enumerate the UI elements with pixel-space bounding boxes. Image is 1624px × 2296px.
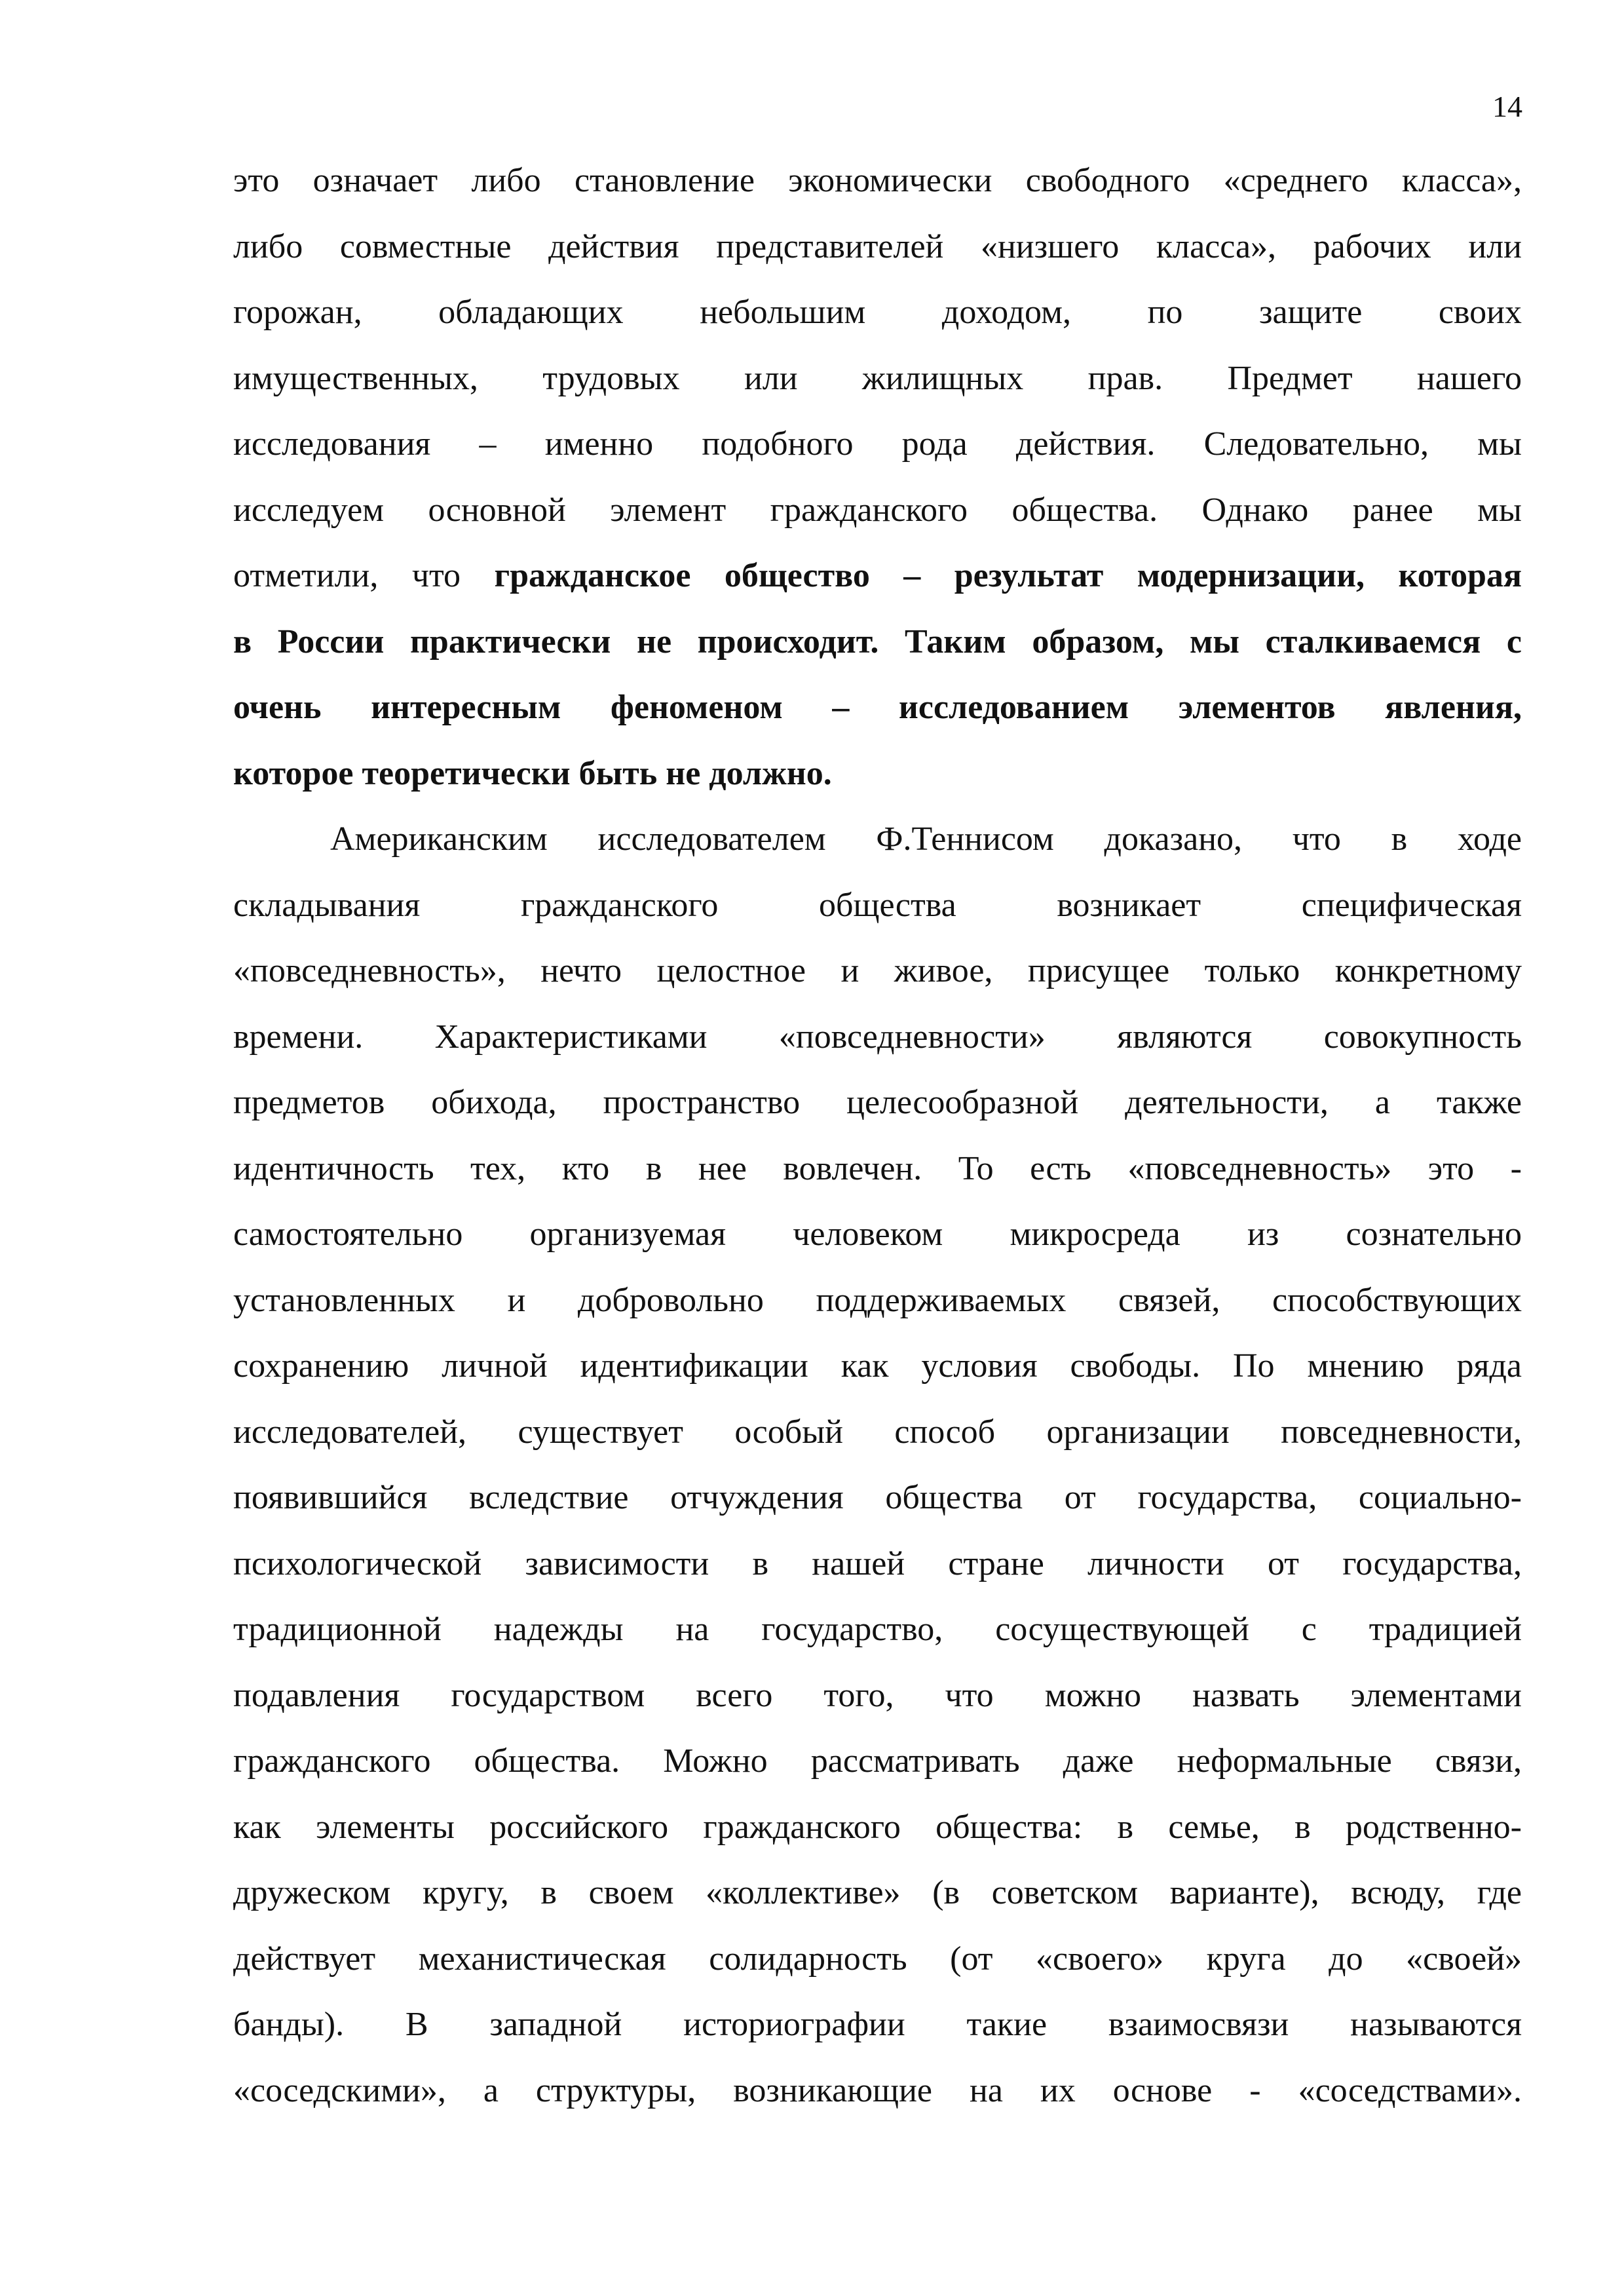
text-line: исследуем основной элемент гражданского общества. Однако ранее мы: [233, 491, 1522, 529]
text-line: установленных и добровольно поддерживаемых связей, способствующих: [233, 1281, 1522, 1319]
text-line: исследователей, существует особый способ организации повседневности,: [233, 1413, 1522, 1451]
text-line-indented: Американским исследователем Ф.Теннисом доказано, что в ходе: [330, 820, 1522, 858]
text-line: самостоятельно организуемая человеком микросреда из сознательно: [233, 1215, 1522, 1253]
page-number: 14: [1492, 90, 1522, 123]
text-line: имущественных, трудовых или жилищных прав. Предмет нашего: [233, 359, 1522, 397]
text-line: исследования – именно подобного рода действия. Следовательно, мы: [233, 425, 1522, 463]
text-line: предметов обихода, пространство целесообразной деятельности, а также: [233, 1084, 1522, 1121]
text-line: дружеском кругу, в своем «коллективе» (в советском варианте), всюду, где: [233, 1874, 1522, 1911]
text-line: психологической зависимости в нашей стране личности от государства,: [233, 1544, 1522, 1582]
text-line: идентичность тех, кто в нее вовлечен. То есть «повседневность» это -: [233, 1149, 1522, 1187]
text-line: гражданского общества. Можно рассматривать даже неформальные связи,: [233, 1742, 1522, 1780]
text-line: банды). В западной историографии такие взаимосвязи называются: [233, 2006, 1522, 2043]
bold-text-line: в России практически не происходит. Таким образом, мы сталкиваемся с: [233, 622, 1522, 660]
text-line: либо совместные действия представителей «низшего класса», рабочих или: [233, 227, 1522, 265]
bold-text-line: которое теоретически быть не должно.: [233, 754, 832, 792]
text-line: горожан, обладающих небольшим доходом, по защите своих: [233, 294, 1522, 331]
bold-text-line: очень интересным феноменом – исследованием элементов явления,: [233, 689, 1522, 726]
text-line: действует механистическая солидарность (от «своего» круга до «своей»: [233, 1940, 1522, 1978]
bold-emphasis: гражданское общество – результат модернизации, которая: [494, 557, 1522, 594]
paragraph-1: [233, 148, 1522, 807]
text-line: «соседскими», а структуры, возникающие на их основе - «соседствами».: [233, 2071, 1522, 2109]
text-line: отметили, что гражданское общество – результат модернизации, которая: [233, 557, 1522, 594]
text-line: это означает либо становление экономически свободного «среднего класса»,: [233, 162, 1522, 199]
text-line: «повседневность», нечто целостное и живое, присущее только конкретному: [233, 952, 1522, 989]
text-line: традиционной надежды на государство, сосуществующей с традицией: [233, 1611, 1522, 1648]
text-line: появившийся вследствие отчуждения общества от государства, социально-: [233, 1479, 1522, 1516]
document-body: [233, 148, 1522, 2124]
text-line: складывания гражданского общества возникает специфическая: [233, 886, 1522, 924]
text-line: сохранению личной идентификации как условия свободы. По мнению ряда: [233, 1347, 1522, 1385]
text-line: времени. Характеристиками «повседневности» являются совокупность: [233, 1018, 1522, 1056]
text-line: как элементы российского гражданского общества: в семье, в родственно-: [233, 1808, 1522, 1846]
paragraph-2: [233, 807, 1522, 2124]
text-line: подавления государством всего того, что можно назвать элементами: [233, 1676, 1522, 1714]
